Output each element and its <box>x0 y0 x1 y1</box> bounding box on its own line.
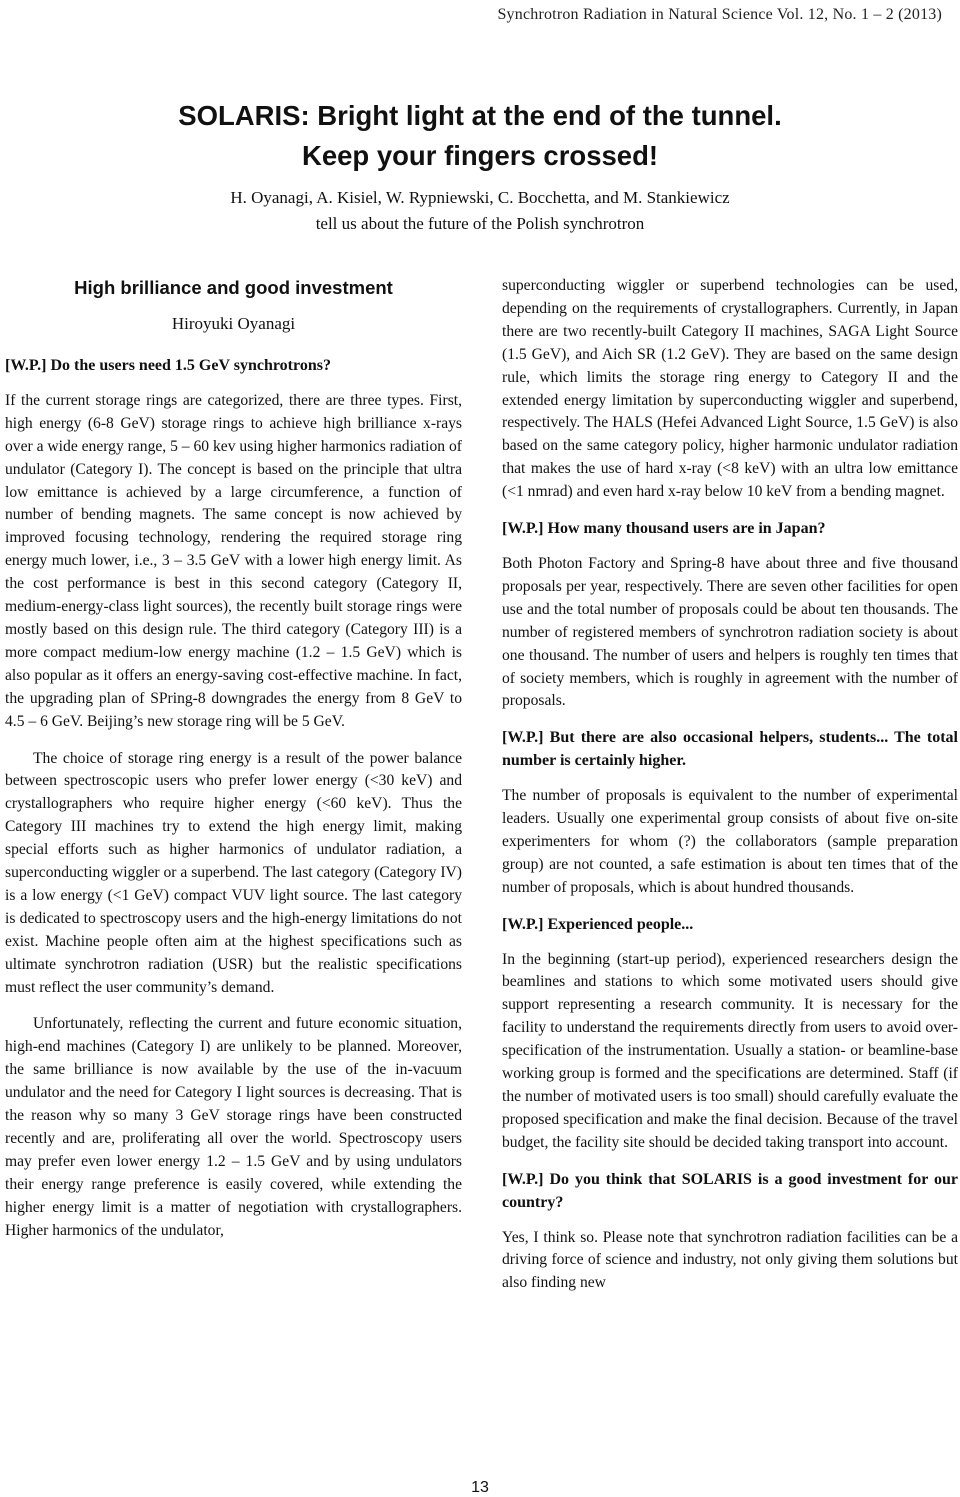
article-title <box>0 96 960 176</box>
author-list: H. Oyanagi, A. Kisiel, W. Rypniewski, C. Bocchetta, and M. Stankiewicz <box>230 188 730 207</box>
answer-paragraph: In the beginning (start-up period), experienced researchers design the beamlines and stations to which some motivated users should give support representing a research community. It is necessary for the facility to understand the requirements directly from users to avoid over-specification of the instrumentation. Usually a station- or beamline-base working group is formed and the specifications are determined. Staff (if the number of motivated users is too small) should carefully evaluate the proposed specification and make the final decision. Because of the travel budget, the facility site should be decided taking transport into account. <box>502 950 958 1151</box>
interview-question: [W.P.] Do the users need 1.5 GeV synchrotrons? <box>5 357 331 374</box>
answer-paragraph: Yes, I think so. Please note that synchrotron radiation facilities can be a driving force of science and industry, not only giving them solutions but also finding new <box>502 1228 958 1292</box>
article-title-line-1: SOLARIS: Bright light at the end of the tunnel. <box>178 100 782 131</box>
left-column <box>5 275 462 1243</box>
answer-paragraph: The number of proposals is equivalent to the number of experimental leaders. Usually one experimental group consists of about five on-site experimenters for whom (?) the collaborators (sample preparation group) are not counted, a safe estimation is about ten times that of the number of proposals, which is about hundred thousands. <box>502 787 958 896</box>
article-subtitle: tell us about the future of the Polish synchrotron <box>315 214 645 233</box>
answer-paragraph: The choice of storage ring energy is a result of the power balance between spectroscopic users who prefer lower energy (<30 keV) and crystallographers who require higher energy (<60 keV). Thus the Category III machines try to extend the high energy limit, making special efforts such as higher harmonics of undulator radiation, a superconducting wiggler or a superbend. The last category (Category IV) is a low energy (<1 GeV) compact VUV light source. The last category is dedicated to spectroscopy users and the high-energy limitations do not exist. Machine people often aim at the highest specifications such as ultimate synchrotron radiation (USR) but the realistic specifications must reflect the user community’s demand. <box>5 749 462 996</box>
byline <box>0 185 960 237</box>
interview-question: [W.P.] Do you think that SOLARIS is a good investment for our country? <box>502 1170 958 1211</box>
interview-question: [W.P.] How many thousand users are in Japan? <box>502 520 826 538</box>
section-heading: High brilliance and good investment <box>74 277 393 298</box>
article-title-line-2: Keep your fingers crossed! <box>301 140 659 171</box>
answer-paragraph: If the current storage rings are categorized, there are three types. First, high energy (6-8 GeV) storage rings to achieve high brilliance x-rays over a wide energy range, 5 – 60 kev using higher harmonics radiation of undulator (Category I). The concept is based on the principle that ultra low emittance is achieved by a large circumference, a function of number of bending magnets. The same concept is now achieved by improved focusing technology, rendering the required storage ring energy much lower, i.e., 3 – 3.5 GeV with a lower high energy limit. As the cost performance is best in this second category (Category II, medium-energy-class light sources), the recently built storage rings were mostly based on this design rule. The third category (Category III) is a more compact medium-low energy machine (1.2 – 1.5 GeV) which is also popular as it offers an energy-saving cost-effective machine. In fact, the upgrading plan of SPring-8 downgrades the energy from 8 GeV to 4.5 – 6 GeV. Beijing’s new storage ring will be 5 GeV. <box>5 391 462 730</box>
answer-paragraph: Unfortunately, reflecting the current and future economic situation, high-end machines (Category I) are unlikely to be planned. Moreover, the same brilliance is now available by the use of the in-vacuum undulator and the need for Category I light sources is decreasing. That is the reason why so many 3 GeV storage rings have been constructed recently and are, proliferating all over the world. Spectroscopy users may prefer even lower energy 1.2 – 1.5 GeV and by using undulators their energy range preference is easily covered, while extending the higher energy limit is a matter of negotiation with crystallographers. Higher harmonics of the undulator, <box>5 1015 462 1239</box>
section-author: Hiroyuki Oyanagi <box>171 314 296 333</box>
right-column <box>502 275 958 1295</box>
page-number: 13 <box>471 1479 489 1496</box>
interview-question: [W.P.] But there are also occasional helpers, students... The total number is certainly higher. <box>502 729 958 770</box>
answer-paragraph: superconducting wiggler or superbend technologies can be used, depending on the requirements of crystallographers. Currently, in Japan there are two recently-built Category II machines, SAGA Light Source (1.5 GeV), and Aich SR (1.2 GeV). They are based on the same design rule, which limits the storage ring energy to Category II and the extended energy limitation by superconducting wiggler and superbend, respectively. The HALS (Hefei Advanced Light Source, 1.5 GeV) is also based on the same category policy, higher harmonic undulator radiation that makes the use of hard x-ray (<8 keV) with an ultra low emittance (<1 nmrad) and even hard x-ray below 10 keV from a bending magnet. <box>502 277 958 501</box>
journal-header: Synchrotron Radiation in Natural Science Vol. 12, No. 1 – 2 (2013) <box>497 6 942 23</box>
answer-paragraph: Both Photon Factory and Spring-8 have about three and five thousand proposals per year, respectively. There are seven other facilities for open use and the total number of proposals could be about ten thousands. The number of registered members of synchrotron radiation society is about one thousand. The number of users and helpers is roughly ten times that of society members, which is roughly in agreement with the number of proposals. <box>502 554 958 710</box>
interview-question: [W.P.] Experienced people... <box>502 915 694 933</box>
